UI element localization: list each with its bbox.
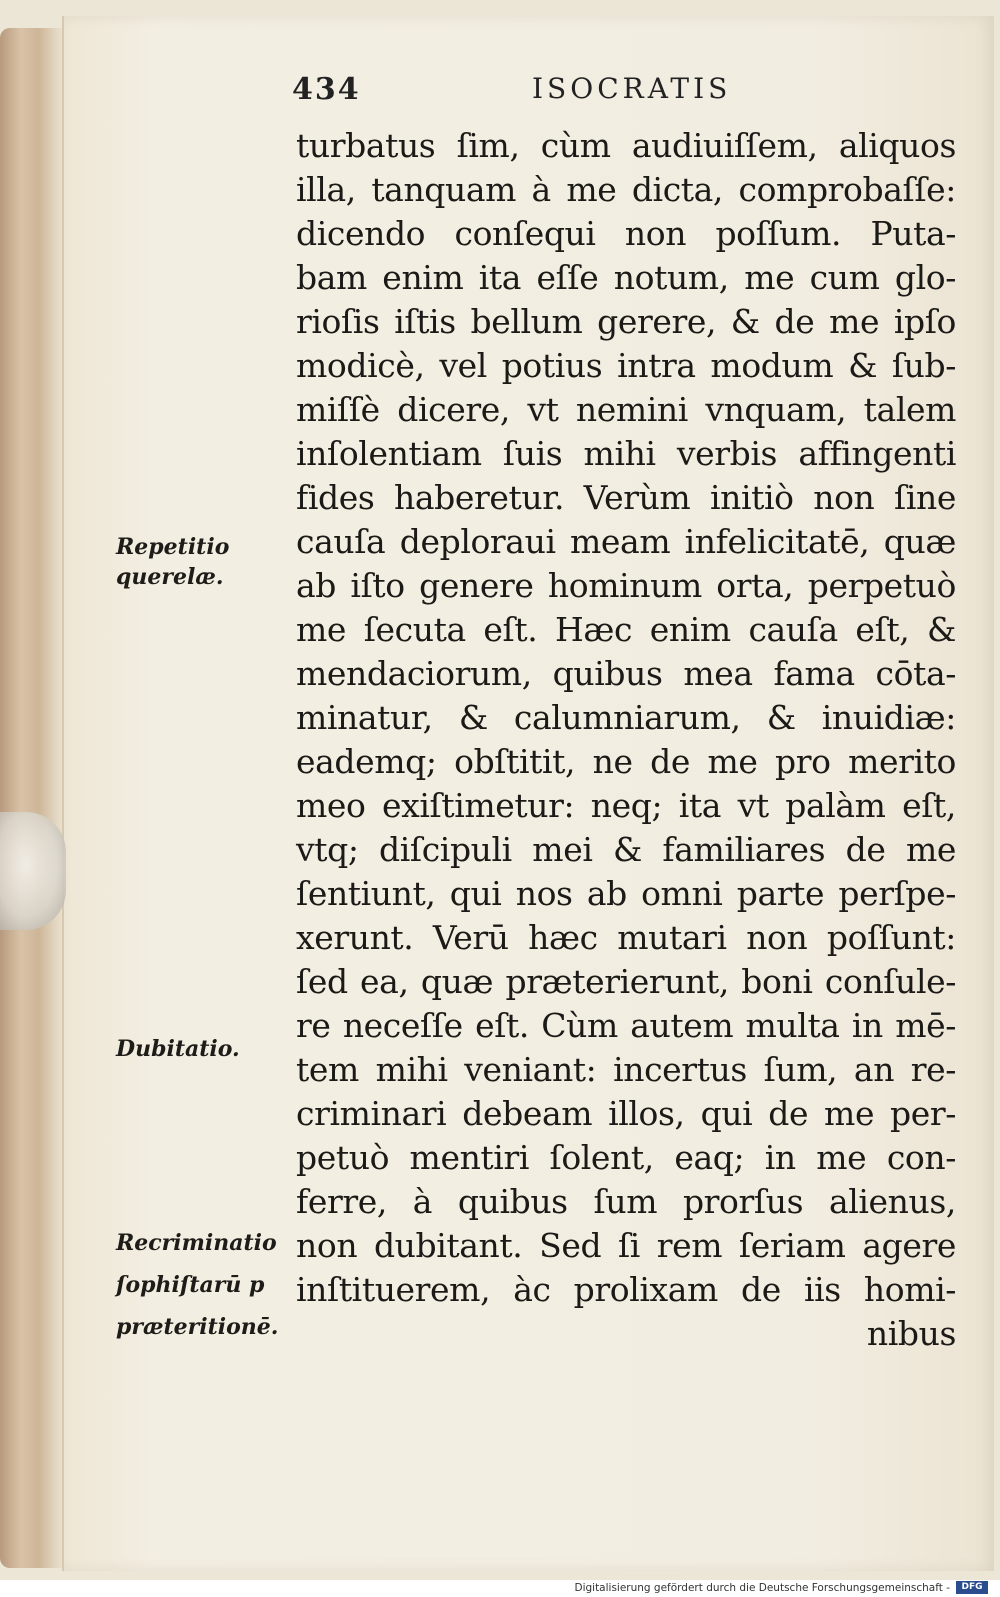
text-line: illa, tanquam à me dicta, comprobaſſe: xyxy=(296,170,956,209)
text-line: ſentiunt, qui nos ab omni parte perſpe- xyxy=(296,874,956,913)
text-line: xerunt. Verū hæc mutari non poſſunt: xyxy=(296,918,956,957)
book-page-edge xyxy=(0,28,70,1568)
text-line: mendaciorum, quibus mea fama cōta- xyxy=(296,654,956,693)
text-line: dicendo conſequi non poſſum. Puta- xyxy=(296,214,956,253)
text-line: eademq; obſtitit, ne de me pro merito xyxy=(296,742,956,781)
margin-note-repetitio: Repetitio querelæ. xyxy=(116,534,230,590)
text-line: inſtituerem, àc prolixam de iis homi- xyxy=(296,1270,956,1309)
text-line: vtq; diſcipuli mei & familiares de me xyxy=(296,830,956,869)
page-clip xyxy=(0,812,66,930)
body-text xyxy=(296,124,956,1356)
text-line: criminari debeam illos, qui de me per- xyxy=(296,1094,956,1133)
page-number: 434 xyxy=(292,72,361,107)
text-line: rioſis iſtis bellum gerere, & de me ipſo xyxy=(296,302,956,341)
text-line: ſed ea, quæ præterierunt, boni conſule- xyxy=(296,962,956,1001)
text-line: meo exiſtimetur: neq; ita vt palàm eſt, xyxy=(296,786,956,825)
text-line: non dubitant. Sed ſi rem ſeriam agere xyxy=(296,1226,956,1265)
text-line: fides haberetur. Verùm initiò non ſine xyxy=(296,478,956,517)
dfg-logo: DFG xyxy=(956,1581,988,1594)
text-line: nibus xyxy=(866,1314,956,1353)
text-line: tem mihi veniant: incertus ſum, an re- xyxy=(296,1050,956,1089)
margin-note-recriminatio: Recriminatio ſophiſtarū p præteritionē. xyxy=(116,1230,279,1340)
text-line: re neceſſe eſt. Cùm autem multa in mē- xyxy=(296,1006,956,1045)
footer-credit: Digitalisierung gefördert durch die Deutsche Forschungsgemeinschaft - xyxy=(574,1582,950,1594)
text-line: miſſè dicere, vt nemini vnquam, talem xyxy=(296,390,956,429)
text-line: me ſecuta eſt. Hæc enim cauſa eſt, & xyxy=(296,610,956,649)
running-title: ISOCRATIS xyxy=(532,72,732,105)
text-line: inſolentiam ſuis mihi verbis affingenti xyxy=(296,434,956,473)
text-line: minatur, & calumniarum, & inuidiæ: xyxy=(296,698,956,737)
text-line: cauſa deploraui meam infelicitatē, quæ xyxy=(296,522,956,561)
text-line: bam enim ita eſſe notum, me cum glo- xyxy=(296,258,956,297)
text-line: ab iſto genere hominum orta, perpetuò xyxy=(296,566,956,605)
text-line: modicè, vel potius intra modum & ſub- xyxy=(296,346,956,385)
text-line: petuò mentiri ſolent, eaq; in me con- xyxy=(296,1138,956,1177)
text-line: ferre, à quibus ſum prorſus alienus, xyxy=(296,1182,956,1221)
margin-note-dubitatio: Dubitatio. xyxy=(116,1036,240,1062)
text-line: turbatus ſim, cùm audiuiſſem, aliquos xyxy=(296,126,956,165)
